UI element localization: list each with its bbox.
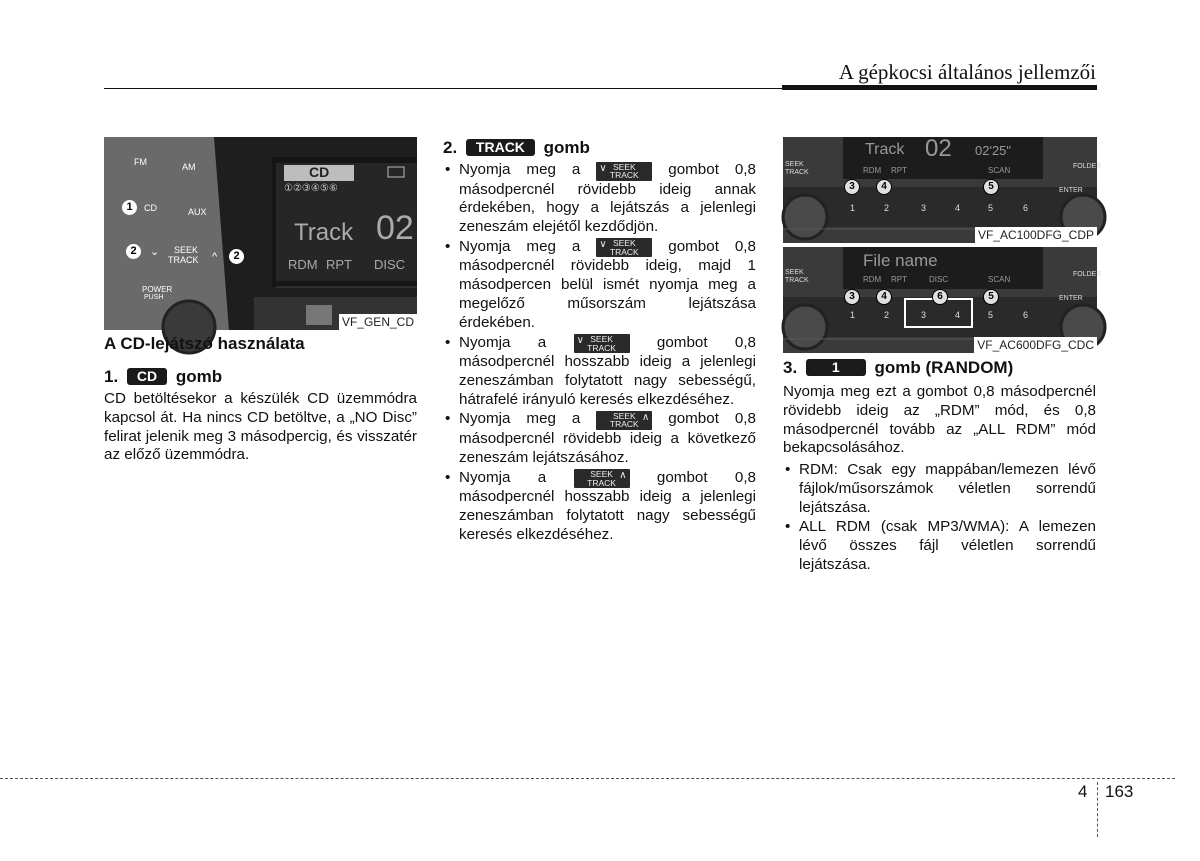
- push-label: PUSH: [144, 294, 164, 301]
- subheading-random: [783, 358, 1013, 378]
- preset-key-2: 2: [884, 203, 890, 213]
- preset-key-3: 3: [921, 203, 927, 213]
- marker-4: 4: [876, 289, 892, 305]
- cd-player-photo: [104, 137, 417, 330]
- preset-key-3: 3: [921, 310, 927, 320]
- track-bullets: [443, 161, 756, 544]
- screen-scan: SCAN: [988, 275, 1011, 284]
- screen-rpt: RPT: [326, 257, 352, 272]
- seek-down-icon: ∨ SEEK TRACK: [596, 238, 652, 257]
- footer-rule: [0, 778, 1175, 779]
- enter-label: ENTER: [1059, 187, 1083, 194]
- seek-label: SEEK: [785, 269, 804, 276]
- random-paragraph: Nyomja meg ezt a gombot 0,8 másodpercnél rövidebb ideig az „RDM” mód, és 0,8 másodpercnél tovább az „ALL RDM” mód bekapcsolásához.: [783, 383, 1096, 457]
- preset-key-6: 6: [1023, 203, 1029, 213]
- screen-rpt: RPT: [891, 275, 907, 284]
- marker-5: 5: [983, 179, 999, 195]
- photo-caption: VF_AC100DFG_CDP: [975, 227, 1097, 243]
- chevron-up-icon: ^: [212, 251, 218, 263]
- marker-2-left: 2: [126, 244, 141, 259]
- screen-rdm: RDM: [863, 166, 882, 175]
- marker-6: 6: [932, 289, 948, 305]
- cdp-unit-photo: [783, 135, 1102, 243]
- track-label: TRACK: [168, 255, 199, 265]
- screen-file-name: File name: [863, 251, 938, 270]
- chevron-down-icon: ⌄: [150, 246, 160, 258]
- seek-up-icon: ∧ SEEK TRACK: [596, 411, 652, 430]
- seek-up-icon: ∧ SEEK TRACK: [574, 469, 630, 488]
- subheading-cd: [104, 367, 222, 387]
- screen-track: Track: [294, 219, 354, 246]
- bullet-item: • ALL RDM (csak MP3/WMA): A lemezen lévő összes fájl véletlen sorrendű lejátszása.: [783, 518, 1096, 574]
- marker-3: 3: [844, 289, 860, 305]
- section-title: A CD-lejátszó használata: [104, 334, 305, 353]
- bullet-item: • Nyomja meg a ∨ SEEK TRACK gombot 0,8 másodpercnél rövidebb ideig annak érdekében, hogy a lejátszás a jelenlegi zeneszám elejétől kezdődjön.: [443, 161, 756, 237]
- random-bullets: [783, 461, 1096, 575]
- folder-label: FOLDER: [1073, 271, 1102, 278]
- marker-2-right: 2: [229, 249, 244, 264]
- screen-mode: CD: [309, 164, 330, 180]
- bullet-item: • Nyomja meg a ∧ SEEK TRACK gombot 0,8 másodpercnél rövidebb ideig a következő zeneszám lejátszásához.: [443, 410, 756, 467]
- subheading-number: 2.: [443, 138, 458, 157]
- screen-scan: SCAN: [988, 166, 1011, 175]
- photo-caption: VF_GEN_CD: [339, 314, 417, 330]
- marker-5: 5: [983, 289, 999, 305]
- preset-key-6: 6: [1023, 310, 1029, 320]
- bullet-item: • Nyomja meg a ∨ SEEK TRACK gombot 0,8 másodpercnél rövidebb ideig, majd 1 másodpercen belül ismét nyomja meg a megelőző műsorszám lejátszása érdekében.: [443, 238, 756, 333]
- track-button-badge: TRACK: [466, 139, 535, 156]
- cd-button-label: CD: [144, 203, 157, 213]
- footer-divider: [1097, 782, 1098, 837]
- screen-track-number: 02: [925, 135, 952, 162]
- preset-key-2: 2: [884, 310, 890, 320]
- seek-label: SEEK: [174, 245, 199, 255]
- seek-down-icon: ∨ SEEK TRACK: [596, 162, 652, 181]
- header-rule-accent: [782, 85, 1097, 90]
- seek-down-icon: ∨ SEEK TRACK: [574, 334, 630, 353]
- seek-label: SEEK: [785, 161, 804, 168]
- marker-4: 4: [876, 179, 892, 195]
- subheading-word: gomb: [543, 138, 590, 157]
- subheading-number: 1.: [104, 367, 119, 386]
- subheading-track: [443, 138, 590, 158]
- subheading-number: 3.: [783, 358, 798, 377]
- screen-rdm: RDM: [863, 275, 882, 284]
- preset-key-4: 4: [955, 203, 961, 213]
- cd-player-illustration: [104, 137, 417, 330]
- preset-key-1: 1: [850, 310, 856, 320]
- folder-label: FOLDER: [1073, 163, 1102, 170]
- subheading-word: gomb (RANDOM): [874, 358, 1014, 377]
- screen-rdm: RDM: [288, 257, 318, 272]
- bullet-item: • Nyomja a ∨ SEEK TRACK gombot 0,8 másodpercnél hosszabb ideig a jelenlegi zeneszámban folytatott nagy sebességű, hátrafelé irányuló keresés elkezdéséhez.: [443, 334, 756, 410]
- preset-key-4: 4: [955, 310, 961, 320]
- aux-button-label: AUX: [188, 207, 207, 217]
- enter-label: ENTER: [1059, 295, 1083, 302]
- screen-disc: DISC: [929, 275, 949, 284]
- preset-key-1: 1: [850, 203, 856, 213]
- am-button-label: AM: [182, 162, 196, 172]
- subheading-word: gomb: [175, 367, 223, 386]
- track-label: TRACK: [785, 169, 809, 176]
- preset-key-5: 5: [988, 310, 994, 320]
- marker-1: 1: [122, 200, 137, 215]
- screen-track-number: 02: [376, 209, 414, 247]
- bullet-item: • RDM: Csak egy mappában/lemezen lévő fájlok/műsorszámok véletlen sorrendű lejátszása.: [783, 461, 1096, 517]
- marker-3: 3: [844, 179, 860, 195]
- screen-track: Track: [865, 141, 905, 158]
- cdc-unit-photo: [783, 247, 1102, 353]
- disc-slot-indicators: ①②③④⑤⑥: [284, 183, 338, 194]
- bullet-item: • Nyomja a ∧ SEEK TRACK gombot 0,8 másodpercnél hosszabb ideig a jelenlegi zeneszámban folytatott nagy sebességű keresés elkezdéséhez.: [443, 469, 756, 545]
- header-title: A gépkocsi általános jellemzői: [838, 60, 1096, 84]
- preset-key-5: 5: [988, 203, 994, 213]
- screen-time: 02'25": [975, 143, 1012, 158]
- chapter-number: 4: [1078, 782, 1088, 801]
- track-label: TRACK: [785, 277, 809, 284]
- page-number: 163: [1105, 782, 1134, 801]
- photo-caption: VF_AC600DFG_CDC: [974, 337, 1097, 353]
- button-1-badge: 1: [806, 359, 866, 376]
- cd-paragraph: CD betöltésekor a készülék CD üzemmódra kapcsol át. Ha nincs CD betöltve, a „NO Disc” felirat jelenik meg 3 másodpercig, és visszatér az előző üzemmódra.: [104, 390, 417, 464]
- cd-button-badge: CD: [127, 368, 167, 385]
- power-label: POWER: [142, 285, 173, 294]
- fm-button-label: FM: [134, 157, 147, 167]
- screen-disc: DISC: [374, 257, 406, 272]
- screen-rpt: RPT: [891, 166, 907, 175]
